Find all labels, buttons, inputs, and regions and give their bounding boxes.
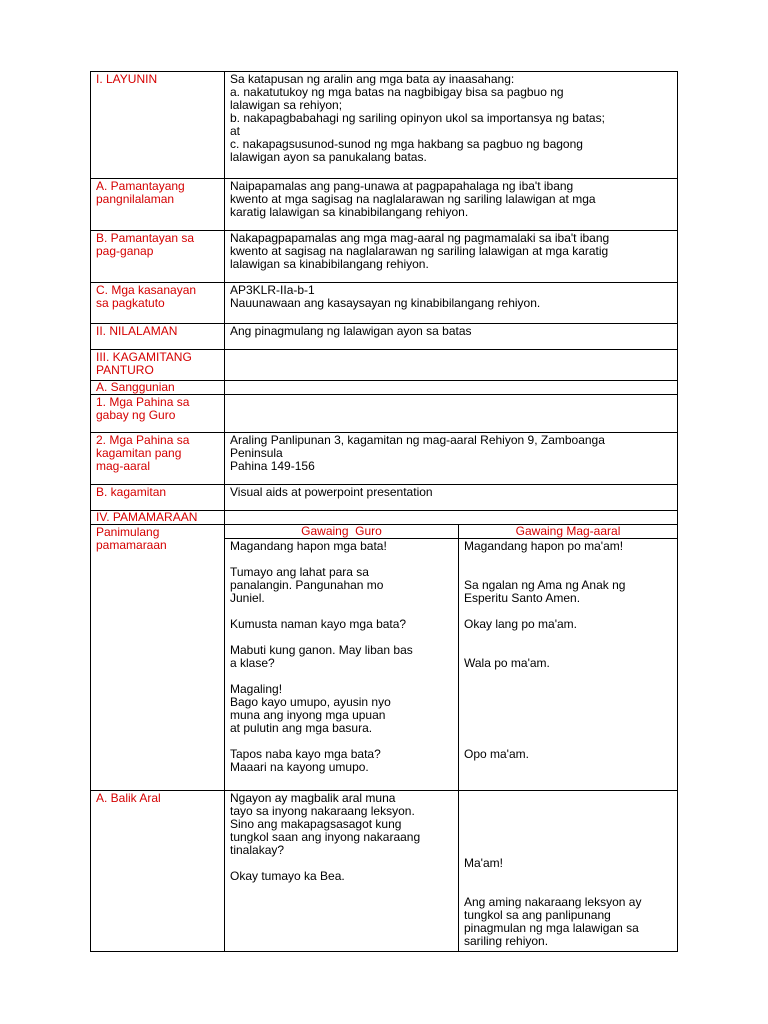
teacher-line: Tapos naba kayo mga bata?	[230, 747, 381, 761]
student-line: Sa ngalan ng Ama ng Anak ng	[464, 578, 626, 592]
row-kagamitan	[91, 485, 678, 511]
label-pahina-mag-aaral: 2. Mga Pahina sa kagamitan pang mag-aaral	[91, 433, 225, 485]
label-pahina-guro: 1. Mga Pahina sa gabay ng Guro	[91, 395, 225, 433]
text-line: Naipapamalas ang pang-unawa at pagpapahalaga ng iba't ibang	[230, 179, 574, 193]
teacher-line: Juniel.	[230, 591, 265, 605]
label-balik-aral: A. Balik Aral	[91, 791, 225, 952]
student-line: Okay lang po ma'am.	[464, 617, 578, 631]
label-kagamitan: B. kagamitan	[91, 485, 225, 511]
layunin-line: lalawigan ayon sa panukalang batas.	[230, 150, 427, 164]
teacher-line: Maaari na kayong umupo.	[230, 760, 369, 774]
student-line: Ang aming nakaraang leksyon ay	[464, 895, 642, 909]
layunin-line: lalawigan sa rehiyon;	[230, 98, 343, 112]
content-kagamitang-panturo	[225, 350, 678, 381]
row-kasanayan	[91, 283, 678, 324]
layunin-line: a. nakatutukoy ng mga batas na nagbibigay bisa sa pagbuo ng	[230, 85, 564, 99]
content-kasanayan	[225, 283, 678, 324]
teacher-line: a klase?	[230, 656, 275, 670]
page-range: Pahina 149-156	[230, 459, 315, 473]
row-pamantayang-pangnilalaman	[91, 179, 678, 231]
row-pamantayan-pagganap	[91, 231, 678, 283]
header-gawaing-mag-aaral: Gawaing Mag-aaral	[459, 525, 678, 539]
text-line: karatig lalawigan sa kinabibilangang rehiyon.	[230, 205, 469, 219]
student-line: pinagmulan ng mga lalawigan sa	[464, 921, 639, 935]
row-balik-aral	[91, 791, 678, 952]
text-line: kwento at mga sagisag na naglalarawan ng sariling lalawigan at mga	[230, 192, 596, 206]
content-layunin	[225, 72, 678, 179]
content-pahina-guro	[225, 395, 678, 433]
teacher-line: at pulutin ang mga basura.	[230, 721, 373, 735]
row-nilalaman	[91, 324, 678, 350]
label-kagamitang-panturo: III. KAGAMITANG PANTURO	[91, 350, 225, 381]
content-pamamaraan	[225, 511, 678, 525]
content-pamantayang-pangnilalaman	[225, 179, 678, 231]
teacher-line: Sino ang makapagsasagot kung	[230, 817, 402, 831]
row-layunin	[91, 72, 678, 179]
label-panimulang: Panimulang pamamaraan	[91, 525, 225, 791]
panimulang-mag-aaral	[459, 539, 678, 791]
student-line: Ma'am!	[464, 856, 503, 870]
row-pamamaraan	[91, 511, 678, 525]
teacher-line: Mabuti kung ganon. May liban bas	[230, 643, 413, 657]
teacher-line: tinalakay?	[230, 843, 285, 857]
header-gawaing-guro: Gawaing Guro	[225, 525, 459, 539]
content-sanggunian	[225, 381, 678, 395]
teacher-line: Tumayo ang lahat para sa	[230, 565, 369, 579]
student-line: tungkol sa ang panlipunang	[464, 908, 611, 922]
content-pamantayan-pagganap	[225, 231, 678, 283]
layunin-line: Sa katapusan ng aralin ang mga bata ay inaasahang:	[230, 72, 515, 86]
balik-aral-mag-aaral	[459, 791, 678, 952]
teacher-line: muna ang inyong mga upuan	[230, 708, 386, 722]
student-line: Esperitu Santo Amen.	[464, 591, 581, 605]
label-kasanayan: C. Mga kasanayan sa pagkatuto	[91, 283, 225, 324]
student-line: Opo ma'am.	[464, 747, 529, 761]
student-line: Magandang hapon po ma'am!	[464, 539, 624, 553]
teacher-line: tungkol saan ang inyong nakaraang	[230, 830, 421, 844]
lesson-plan-table	[90, 71, 678, 952]
teacher-line: Magaling!	[230, 682, 283, 696]
competency-code: AP3KLR-IIa-b-1	[230, 283, 315, 297]
text-line: Nauunawaan ang kasaysayan ng kinabibilangang rehiyon.	[230, 296, 541, 310]
panimulang-guro	[225, 539, 459, 791]
label-layunin: I. LAYUNIN	[91, 72, 225, 179]
row-sanggunian	[91, 381, 678, 395]
label-pamamaraan: IV. PAMAMARAAN	[91, 511, 225, 525]
row-kagamitang-panturo	[91, 350, 678, 381]
layunin-line: c. nakapagsusunod-sunod ng mga hakbang sa pagbuo ng bagong	[230, 137, 583, 151]
teacher-line: Kumusta naman kayo mga bata?	[230, 617, 407, 631]
row-pahina-mag-aaral	[91, 433, 678, 485]
label-nilalaman: II. NILALAMAN	[91, 324, 225, 350]
teacher-line: Magandang hapon mga bata!	[230, 539, 387, 553]
text-line: Peninsula	[230, 446, 283, 460]
layunin-line: at	[230, 124, 241, 138]
student-line: Wala po ma'am.	[464, 656, 550, 670]
label-pamantayang-pangnilalaman: A. Pamantayang pangnilalaman	[91, 179, 225, 231]
teacher-line: Okay tumayo ka Bea.	[230, 869, 345, 883]
balik-aral-guro	[225, 791, 459, 952]
text-line: Nakapagpapamalas ang mga mag-aaral ng pagmamalaki sa iba't ibang	[230, 231, 610, 245]
teacher-line: Ngayon ay magbalik aral muna	[230, 791, 396, 805]
text-line: lalawigan sa kinabibilangang rehiyon.	[230, 257, 429, 271]
content-nilalaman: Ang pinagmulang ng lalawigan ayon sa batas	[225, 324, 678, 350]
teacher-line: panalangin. Pangunahan mo	[230, 578, 384, 592]
text-line: Araling Panlipunan 3, kagamitan ng mag-aaral Rehiyon 9, Zamboanga	[230, 433, 605, 447]
teacher-line: Bago kayo umupo, ayusin nyo	[230, 695, 391, 709]
label-pamantayan-pagganap: B. Pamantayan sa pag-ganap	[91, 231, 225, 283]
text-line: kwento at sagisag na naglalarawan ng sariling lalawigan at mga karatig	[230, 244, 609, 258]
student-line: sariling rehiyon.	[464, 934, 549, 948]
label-sanggunian: A. Sanggunian	[91, 381, 225, 395]
layunin-line: b. nakapagbabahagi ng sariling opinyon ukol sa importansya ng batas;	[230, 111, 605, 125]
row-pahina-guro	[91, 395, 678, 433]
content-pahina-mag-aaral	[225, 433, 678, 485]
teacher-line: tayo sa inyong nakaraang leksyon.	[230, 804, 415, 818]
content-kagamitan: Visual aids at powerpoint presentation	[225, 485, 678, 511]
row-activity-headers	[91, 525, 678, 539]
